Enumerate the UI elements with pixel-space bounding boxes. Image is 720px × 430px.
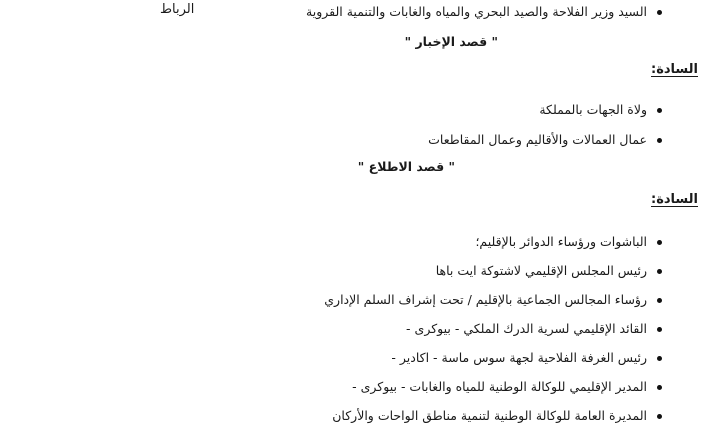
list-item: ولاة الجهات بالمملكة <box>428 102 665 118</box>
minister-list <box>306 4 665 20</box>
section1-list <box>428 102 665 148</box>
section-heading-1: السادة: <box>651 62 698 77</box>
note-inform: " قصد الإخبار " <box>404 34 498 49</box>
list-item: عمال العمالات والأقاليم وعمال المقاطعات <box>428 132 665 148</box>
list-item: رؤساء المجالس الجماعية بالإقليم / تحت إشراف السلم الإداري <box>324 292 665 308</box>
section-heading-2: السادة: <box>651 192 698 207</box>
list-item: السيد وزير الفلاحة والصيد البحري والمياه والغابات والتنمية القروية <box>306 4 665 20</box>
note-review: " قصد الاطلاع " <box>357 159 455 174</box>
list-item: القائد الإقليمي لسرية الدرك الملكي - بيوكرى - <box>324 321 665 337</box>
city-label: الرباط <box>160 2 195 17</box>
list-item: رئيس المجلس الإقليمي لاشتوكة ايت باها <box>324 263 665 279</box>
list-item: المديرة العامة للوكالة الوطنية لتنمية مناطق الواحات والأركان <box>324 408 665 424</box>
section2-list <box>324 234 665 424</box>
list-item: رئيس الغرفة الفلاحية لجهة سوس ماسة - اكادير - <box>324 350 665 366</box>
list-item: الباشوات ورؤساء الدوائر بالإقليم؛ <box>324 234 665 250</box>
list-item: المدير الإقليمي للوكالة الوطنية للمياه والغابات - بيوكرى - <box>324 379 665 395</box>
